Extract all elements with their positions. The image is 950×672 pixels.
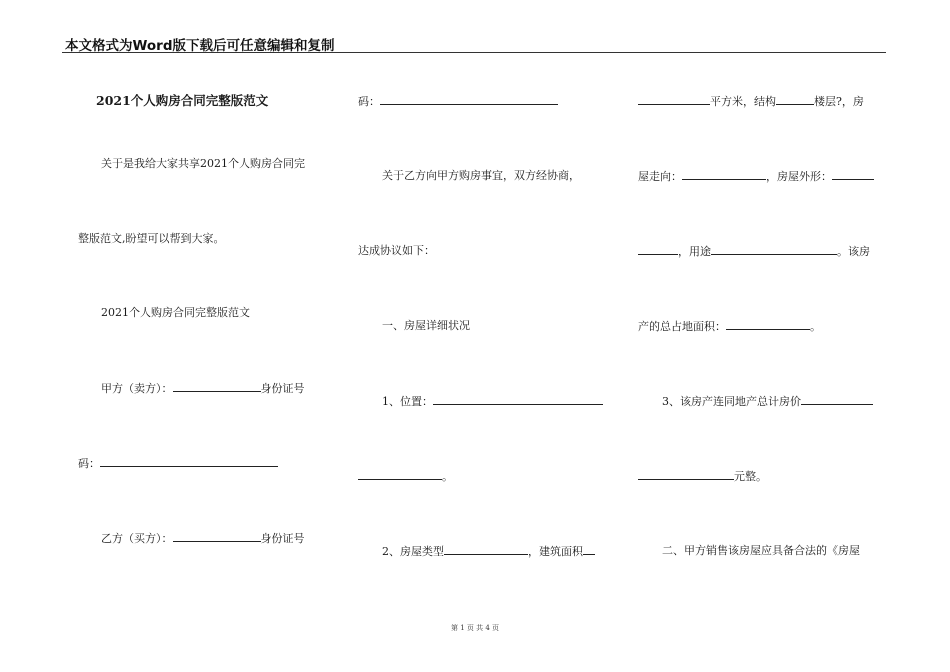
page-number: 第 1 页 共 4 页 <box>450 624 500 632</box>
area-value-blank <box>638 94 710 105</box>
area-blank <box>583 544 595 555</box>
price-blank-continued <box>638 469 734 480</box>
land-area-blank <box>726 319 810 330</box>
col2-intro-line-1: 关于乙方向甲方购房事宜，双方经协商， <box>382 169 580 182</box>
header-divider <box>62 52 886 53</box>
party-b-id-label: 身份证号 <box>260 532 305 545</box>
col3-line-1-floor: 楼层?，房 <box>814 95 864 108</box>
land-area-label: 产的总占地面积： <box>638 320 726 333</box>
col1-intro-line-2: 整版范文,盼望可以帮到大家。 <box>78 232 225 245</box>
party-a-name-blank <box>173 381 261 392</box>
col3-line-2 <box>638 169 874 184</box>
item-3-line <box>662 394 873 409</box>
use-label: ，用途 <box>678 245 711 258</box>
party-b-id-blank <box>380 94 558 105</box>
party-a-line <box>101 381 305 396</box>
item-1-label: 1、位置： <box>382 395 433 408</box>
section-2-heading: 二、甲方销售该房屋应具备合法的《房屋 <box>662 544 860 557</box>
item-1-continuation <box>358 469 453 484</box>
structure-blank <box>776 94 814 105</box>
item-1-period: 。 <box>442 470 453 483</box>
shape-blank <box>832 169 874 180</box>
party-b-name-blank <box>173 531 261 542</box>
section-1-heading: 一、房屋详细状况 <box>382 319 470 332</box>
party-a-code-line <box>78 456 278 471</box>
col1-subtitle: 2021个人购房合同完整版范文 <box>101 306 250 319</box>
document-header: 本文格式为Word版下载后可任意编辑和复制 <box>65 38 335 54</box>
party-a-id-label: 身份证号 <box>260 382 305 395</box>
col3-line-1-text: 平方米，结构 <box>710 95 776 108</box>
orientation-label: 屋走向： <box>638 170 682 183</box>
col3-line-4-end: 。 <box>810 320 821 333</box>
col3-line-3 <box>638 244 870 259</box>
party-a-label: 甲方（卖方）： <box>101 382 173 395</box>
party-a-id-blank <box>100 456 278 467</box>
shape-blank-continued <box>638 244 678 255</box>
party-b-code-line <box>358 94 558 109</box>
shape-label: ，房屋外形： <box>766 170 832 183</box>
party-b-label: 乙方（买方）： <box>101 532 173 545</box>
location-blank <box>433 394 603 405</box>
party-b-code-label: 码： <box>358 95 380 108</box>
col3-line-3-end: 。该房 <box>837 245 870 258</box>
price-blank <box>801 394 873 405</box>
party-a-code-label: 码： <box>78 457 100 470</box>
item-1-line <box>382 394 603 409</box>
use-blank <box>711 244 837 255</box>
item-2-area-label: ，建筑面积 <box>528 545 583 558</box>
item-3-label: 3、该房产连同地产总计房价 <box>662 395 801 408</box>
item-2-line <box>382 544 595 559</box>
house-type-blank <box>444 544 528 555</box>
col3-line-4 <box>638 319 821 334</box>
orientation-blank <box>682 169 766 180</box>
item-3-continuation <box>638 469 767 484</box>
col1-intro-line-1: 关于是我给大家共享2021个人购房合同完 <box>101 157 305 170</box>
document-title: 2021个人购房合同完整版范文 <box>96 93 269 108</box>
party-b-line <box>101 531 305 546</box>
col2-intro-line-2: 达成协议如下： <box>358 244 435 257</box>
col3-line-1 <box>638 94 864 109</box>
location-blank-continued <box>358 469 442 480</box>
item-3-end: 元整。 <box>734 470 767 483</box>
item-2-label: 2、房屋类型 <box>382 545 444 558</box>
